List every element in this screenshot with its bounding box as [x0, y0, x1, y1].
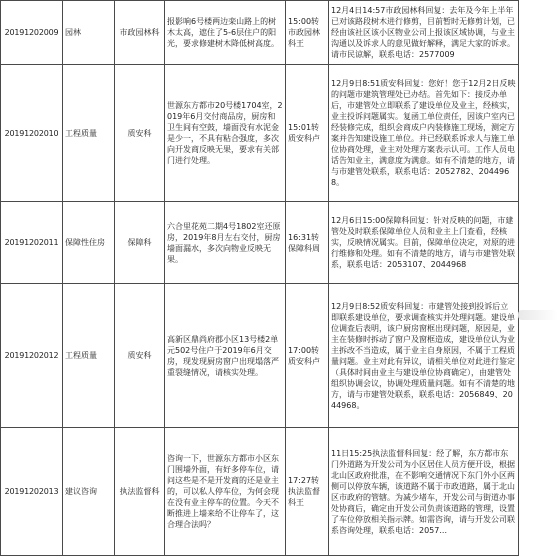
record-id: 20191202011 — [1, 202, 63, 284]
edge-smudge — [518, 310, 558, 320]
category-cell: 建议咨询 — [63, 428, 115, 556]
reply-cell: 12月6日15:00保障科回复：针对反映的问题，市建管处及时联系保障单位人员和业主上门查看，经核实，反映情况属实。目前，保障单位决定，对原的进行维修和处理。如有不清楚的地方，请与市建管处联系，联系电话：2053107、2044968 — [329, 202, 519, 284]
department-cell: 质安科 — [115, 65, 165, 202]
reply-cell: 12月4日14:57市政园林科回复：去年及今年上半年已对该路段树木进行修剪，目前暂时无修剪计划，已经由该社区该小区物业公司上报该区域协调，与业主沟通以及诉求人的意见做好解释，满足大家的诉求。请市民谅解，联系电话：2577009 — [329, 1, 519, 65]
assignment-cell: 16:31转保障科周 — [286, 202, 329, 284]
department-cell: 执法监督科 — [115, 428, 165, 556]
record-id: 20191202009 — [1, 1, 63, 65]
category-cell: 工程质量 — [63, 284, 115, 428]
record-id: 20191202013 — [1, 428, 63, 556]
table-row — [1, 202, 519, 284]
assignment-cell: 15:00转市政园林科王 — [286, 1, 329, 65]
category-cell: 保障性住房 — [63, 202, 115, 284]
complaint-description: 高新区鼎尚府郡小区13号楼2单元502号住户于2019年6月交房，现发现厨房窗户出现塌落严重裂缝情况，请核实处理。 — [165, 284, 286, 428]
category-cell: 园林 — [63, 1, 115, 65]
reply-cell: 11日15:25执法监督科回复：经了解，东方都市东门外道路为开发公司为小区居住人员方便开设，根据北山区政府批准，在不影响交通情况下东门外小区两侧可以停放车辆，该道路不属于市政道路，属于北山区市政府的管辖。为减少堵车，开发公司与街道办事处协商后，确定由开发公司负责该道路的管理，设置了车位停放相关指示牌。如需咨询，请与开发公司联系咨询处理，联系电话：2057... — [329, 428, 519, 556]
record-id: 20191202012 — [1, 284, 63, 428]
department-cell: 保障科 — [115, 202, 165, 284]
complaint-description: 六合里花苑二期4号1802室还原房，2019年8月左右交付，厨房墙面漏水，多次向物业反映无果。 — [165, 202, 286, 284]
reply-cell: 12月9日8:52质安科回复：市建管处接到投诉后立即联系建设单位，要求调查核实并处理问题。建设单位调查后表明，该户厨房窗框出现问题，原因是，业主在装修时拆动了窗户及窗框造成，建设单位认为业主拆改不当造成，属于业主自身原因，不属于工程质量问题。业主对此有异议，请相关单位对此进行鉴定（具体时间由业主与建设单位协商确定），由建管处组织协调会议，协调处理质量问题。如有不清楚的地方，请与市建管处联系，联系电话：2056849、2044968。 — [329, 284, 519, 428]
assignment-cell: 17:00转质安科卢 — [286, 284, 329, 428]
complaint-description: 世源东方都市20号楼1704室，2019年6月交付商品房，厨房和卫生间有空鼓，墙面没有水泥金是少一，不具有粘合强度，多次向开发商反映无果，要求有关部门进行处理。 — [165, 65, 286, 202]
table-row — [1, 284, 519, 428]
table-row — [1, 1, 519, 65]
record-id: 20191202010 — [1, 65, 63, 202]
table-row — [1, 428, 519, 556]
complaint-description: 咨询一下，世源东方都市小区东门围墙外面，有好多停车位，请问这些是不是开发商的还是业主的，可以私人停车位，为何会现在没有业主停车的位置。今天不断推进上墙来给不让停车了，这合理合法吗？ — [165, 428, 286, 556]
table-row — [1, 65, 519, 202]
department-cell: 市政园林科 — [115, 1, 165, 65]
assignment-cell: 17:27转执法监督科王 — [286, 428, 329, 556]
reply-cell: 12月9日8:51质安科回复：您好！您于12月2日反映的问题市建筑管理处已办结。首先如下：接反办单后，市建管处立即联系了建设单位及业主，经核实，业主投诉问题属实。复函工单位责任，因该户室内已经装修完成，组织会商成户内装修施工现场，测定方案并告知建设施工单位。并已经联系诉求人与施工单位协商处理，业主对处理方案表示认可。工作人员电话告知业主，满意度为满意。如有不清楚的地方，请与市建管处联系，联系电话：2052782、2044968。 — [329, 65, 519, 202]
department-cell: 质安科 — [115, 284, 165, 428]
category-cell: 工程质量 — [63, 65, 115, 202]
complaint-description: 报影响6号楼两边栾山路上的树木太高，遮住了5-6层住户的阳光，要求修建树木降低树高度。 — [165, 1, 286, 65]
assignment-cell: 15:01转质安科卢 — [286, 65, 329, 202]
